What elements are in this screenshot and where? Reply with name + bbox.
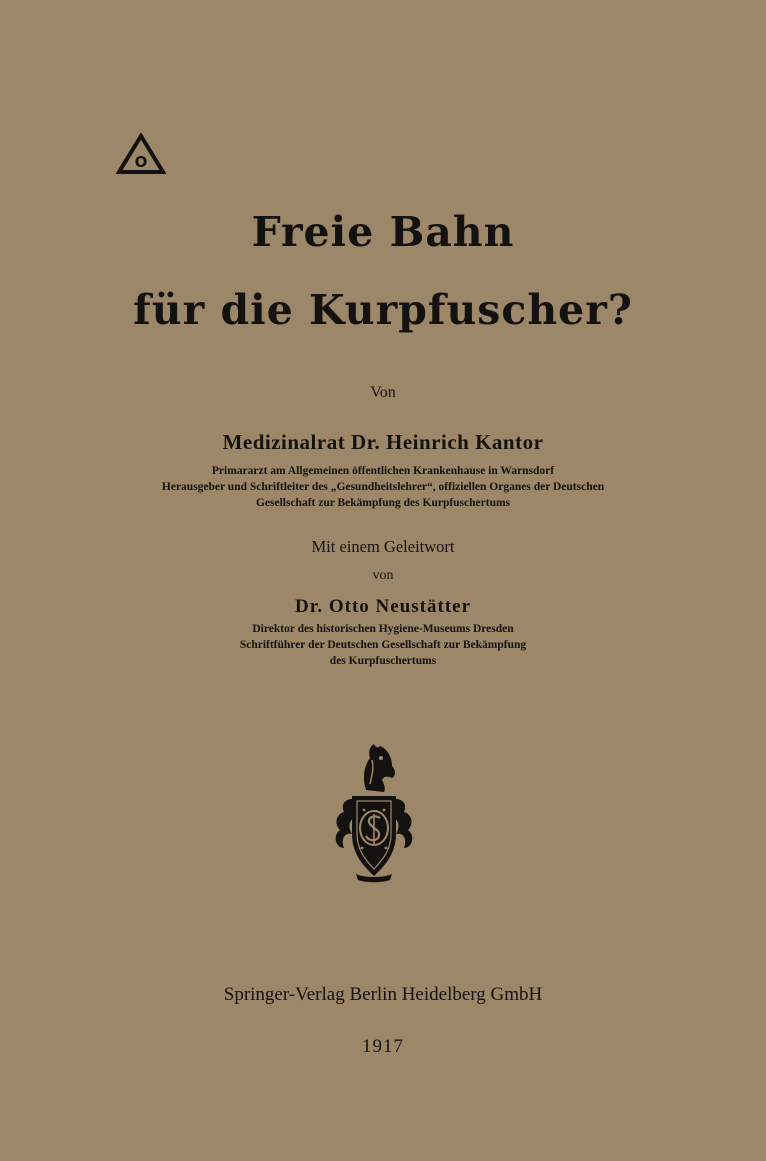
title-line-1: Freie Bahn: [251, 208, 515, 256]
foreword-by-label: von: [372, 568, 394, 583]
foreword-affiliation-line: des Kurpfuschertums: [329, 655, 437, 667]
author-name: Medizinalrat Dr. Heinrich Kantor: [222, 430, 544, 454]
foreword-label: Mit einem Geleitwort: [311, 537, 455, 556]
mark-letter: O: [134, 153, 148, 171]
author-affiliation-line: Primararzt am Allgemeinen öffentlichen Krankenhause in Warnsdorf: [211, 465, 555, 477]
author-affiliation-line: Gesellschaft zur Bekämpfung des Kurpfuschertums: [255, 497, 511, 509]
publication-year: 1917: [362, 1036, 404, 1057]
author-affiliation-line: Herausgeber und Schriftleiter des „Gesundheitslehrer“, offiziellen Organes der Deutschen: [161, 481, 605, 493]
by-label: Von: [370, 384, 396, 401]
publisher-name: Springer-Verlag Berlin Heidelberg GmbH: [223, 984, 543, 1005]
title-line-2: für die Kurpfuscher?: [133, 286, 633, 334]
springer-knight-logo: [326, 738, 422, 884]
foreword-affiliation-line: Direktor des historischen Hygiene-Museums Dresden: [252, 623, 514, 635]
triangle-o-mark: [116, 133, 166, 175]
foreword-author-name: Dr. Otto Neustätter: [294, 596, 472, 617]
foreword-affiliation-line: Schriftführer der Deutschen Gesellschaft zur Bekämpfung: [239, 639, 527, 651]
